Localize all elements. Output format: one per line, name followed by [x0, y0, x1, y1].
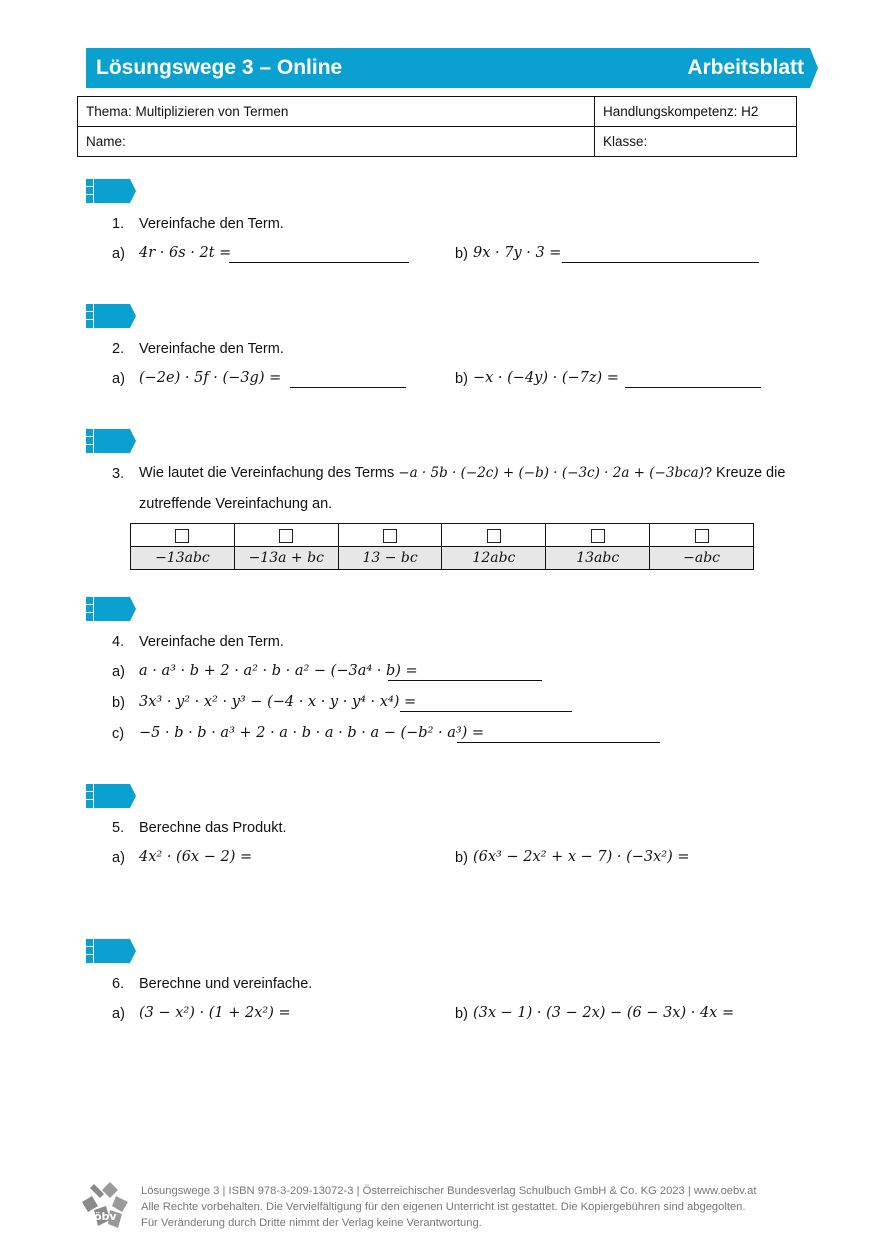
task-6-number: 6.	[112, 976, 125, 992]
task-1b-expression: 9x · 7y · 3 =	[473, 245, 562, 261]
info-table	[77, 96, 797, 157]
task-3-text-post: ? Kreuze die	[703, 465, 786, 481]
task-5-text: Berechne das Produkt.	[139, 820, 287, 836]
answer-line[interactable]	[229, 262, 409, 263]
competence-cell: Handlungskompetenz: H2	[595, 97, 797, 127]
task-4a-expression: a · a³ · b + 2 · a² · b · a² − (−3a⁴ · b) =	[139, 663, 418, 679]
checkbox-icon[interactable]	[591, 529, 605, 543]
task-3-number: 3.	[112, 466, 125, 482]
task-5b-expression: (6x³ − 2x² + x − 7) · (−3x²) =	[473, 849, 690, 865]
choice-value: −abc	[650, 547, 754, 570]
task-2b-expression: −x · (−4y) · (−7z) =	[473, 370, 619, 386]
answer-line[interactable]	[388, 680, 542, 681]
footer-line-2: Alle Rechte vorbehalten. Die Vervielfältigung für den eigenen Unterricht ist gestattet. Die Kopiergebühren sind abgegolten.	[141, 1201, 746, 1213]
task-5b-label: b)	[455, 850, 468, 866]
publisher-logo-icon	[80, 1180, 132, 1232]
checkbox-icon[interactable]	[383, 529, 397, 543]
checkbox-icon[interactable]	[175, 529, 189, 543]
task-marker-icon	[86, 429, 136, 453]
task-5-number: 5.	[112, 820, 125, 836]
worksheet-title: Lösungswege 3 – Online	[96, 56, 343, 79]
task-2-number: 2.	[112, 341, 125, 357]
task-1-number: 1.	[112, 216, 125, 232]
task-2-text: Vereinfache den Term.	[139, 341, 284, 357]
task-3-text-line2: zutreffende Vereinfachung an.	[139, 496, 333, 512]
task-3-text-pre: Wie lautet die Vereinfachung des Terms	[139, 465, 395, 481]
name-cell[interactable]: Name:	[78, 127, 595, 157]
footer	[141, 1183, 811, 1231]
task-marker-icon	[86, 304, 136, 328]
task-4b-label: b)	[112, 695, 125, 711]
choice-checkbox[interactable]	[442, 524, 546, 547]
answer-line[interactable]	[562, 262, 759, 263]
checkbox-icon[interactable]	[279, 529, 293, 543]
task-4c-label: c)	[112, 726, 125, 742]
answer-choices-table	[130, 523, 754, 570]
choice-value: 12abc	[442, 547, 546, 570]
choice-checkbox[interactable]	[234, 524, 338, 547]
topic-cell: Thema: Multiplizieren von Termen	[78, 97, 595, 127]
choice-value: −13a + bc	[234, 547, 338, 570]
class-cell[interactable]: Klasse:	[595, 127, 797, 157]
task-6b-label: b)	[455, 1006, 468, 1022]
logo-text: öbv	[94, 1210, 117, 1223]
choice-checkbox[interactable]	[338, 524, 442, 547]
task-1b-label: b)	[455, 246, 468, 262]
task-marker-icon	[86, 784, 136, 808]
answer-line[interactable]	[625, 387, 761, 388]
task-6-text: Berechne und vereinfache.	[139, 976, 313, 992]
answer-line[interactable]	[457, 742, 660, 743]
choice-value: −13abc	[131, 547, 235, 570]
worksheet-type: Arbeitsblatt	[687, 56, 804, 79]
task-1-text: Vereinfache den Term.	[139, 216, 284, 232]
choice-checkbox[interactable]	[546, 524, 650, 547]
choice-checkbox[interactable]	[131, 524, 235, 547]
answer-line[interactable]	[400, 711, 572, 712]
choice-checkbox[interactable]	[650, 524, 754, 547]
checkbox-icon[interactable]	[487, 529, 501, 543]
task-1a-label: a)	[112, 246, 125, 262]
task-2a-expression: (−2e) · 5f · (−3g) =	[139, 370, 282, 386]
checkbox-icon[interactable]	[695, 529, 709, 543]
task-4a-label: a)	[112, 664, 125, 680]
choice-value: 13 − bc	[338, 547, 442, 570]
task-6a-label: a)	[112, 1006, 125, 1022]
task-2b-label: b)	[455, 371, 468, 387]
task-5a-label: a)	[112, 850, 125, 866]
task-2a-label: a)	[112, 371, 125, 387]
task-3-question	[139, 465, 809, 481]
task-marker-icon	[86, 597, 136, 621]
task-6a-expression: (3 − x²) · (1 + 2x²) =	[139, 1005, 291, 1021]
task-4b-expression: 3x³ · y² · x² · y³ − (−4 · x · y · y⁴ · x⁴) =	[139, 694, 417, 710]
footer-line-1: Lösungswege 3 | ISBN 978-3-209-13072-3 | Österreichischer Bundesverlag Schulbuch GmbH & Co. KG 2023 | www.oebv.at	[141, 1185, 757, 1197]
task-3-expression: −a · 5b · (−2c) + (−b) · (−3c) · 2a + (−3bca)	[398, 465, 704, 481]
task-5a-expression: 4x² · (6x − 2) =	[139, 849, 253, 865]
choice-value: 13abc	[546, 547, 650, 570]
task-marker-icon	[86, 179, 136, 203]
answer-line[interactable]	[290, 387, 406, 388]
task-4-text: Vereinfache den Term.	[139, 634, 284, 650]
task-marker-icon	[86, 939, 136, 963]
task-1a-expression: 4r · 6s · 2t =	[139, 245, 232, 261]
task-4c-expression: −5 · b · b · a³ + 2 · a · b · a · b · a − (−b² · a³) =	[139, 725, 485, 741]
task-6b-expression: (3x − 1) · (3 − 2x) − (6 − 3x) · 4x =	[473, 1005, 735, 1021]
task-4-number: 4.	[112, 634, 125, 650]
footer-line-3: Für Veränderung durch Dritte nimmt der Verlag keine Verantwortung.	[141, 1217, 482, 1229]
